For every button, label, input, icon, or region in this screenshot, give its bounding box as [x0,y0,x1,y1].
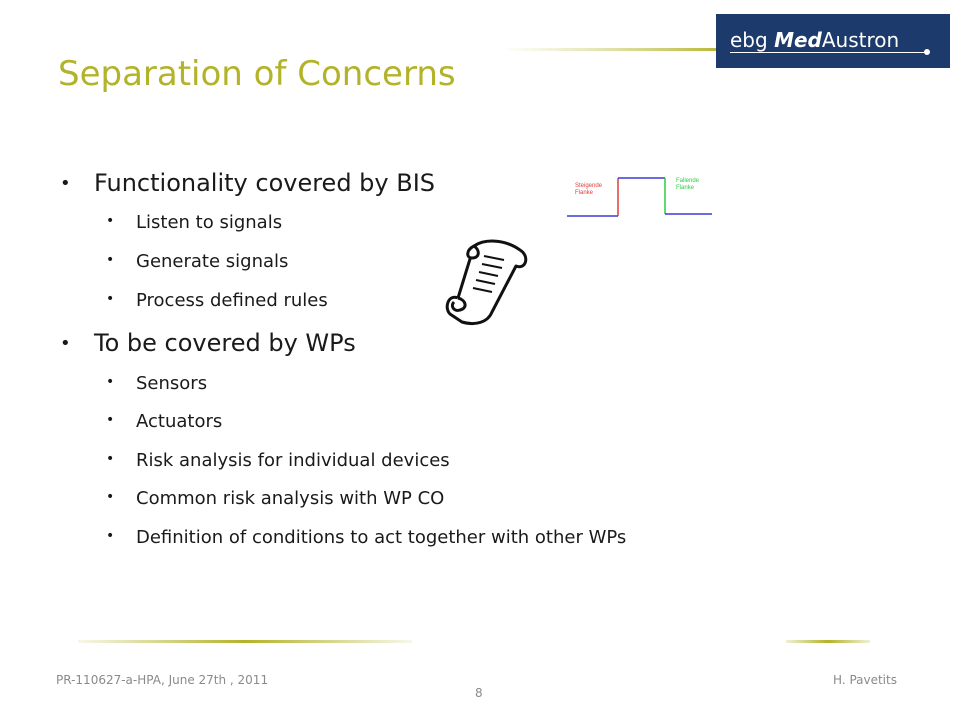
bullet-dot: • [60,173,71,194]
logo-dot [924,49,930,55]
sub-bullet-generate: Generate signals [136,251,289,272]
sub-bullet-listen: Listen to signals [136,212,283,233]
company-logo [716,14,950,68]
sub-bullet-conditions: Definition of conditions to act together with other WPs [136,527,627,548]
bullet-dot: • [106,412,115,428]
rising-edge-label: Steigende Flanke [575,183,603,196]
bullet-dot: • [60,333,71,354]
header-accent-line [500,44,730,56]
bullet-wps: To be covered by WPs [94,329,356,357]
falling-edge-label: Fallende Flanke [676,178,700,191]
footer-accent-line-right [786,637,870,647]
sub-bullet-sensors: Sensors [136,373,208,394]
footer-author: H. Pavetits [833,673,897,687]
page-title: Separation of Concerns [58,54,456,94]
bullet-dot: • [106,451,115,467]
bullet-functionality: Functionality covered by BIS [94,169,436,197]
sub-bullet-process: Process defined rules [136,290,328,311]
sub-bullet-actuators: Actuators [136,411,223,432]
bullet-dot: • [106,213,115,229]
signal-diagram [566,172,716,222]
bullet-dot: • [106,252,115,268]
footer-document-id: PR-110627-a-HPA, June 27th , 2011 [56,673,269,687]
logo-underline [730,52,926,53]
bullet-dot: • [106,291,115,307]
scroll-icon [440,236,532,326]
bullet-dot: • [106,528,115,544]
bullet-dot: • [106,489,115,505]
sub-bullet-risk-individual: Risk analysis for individual devices [136,450,450,471]
sub-bullet-risk-common: Common risk analysis with WP CO [136,488,445,509]
logo-text: ebg MedAustron [730,28,900,52]
footer-accent-line-left [78,637,412,647]
bullet-dot: • [106,374,115,390]
footer-page-number: 8 [475,686,483,700]
